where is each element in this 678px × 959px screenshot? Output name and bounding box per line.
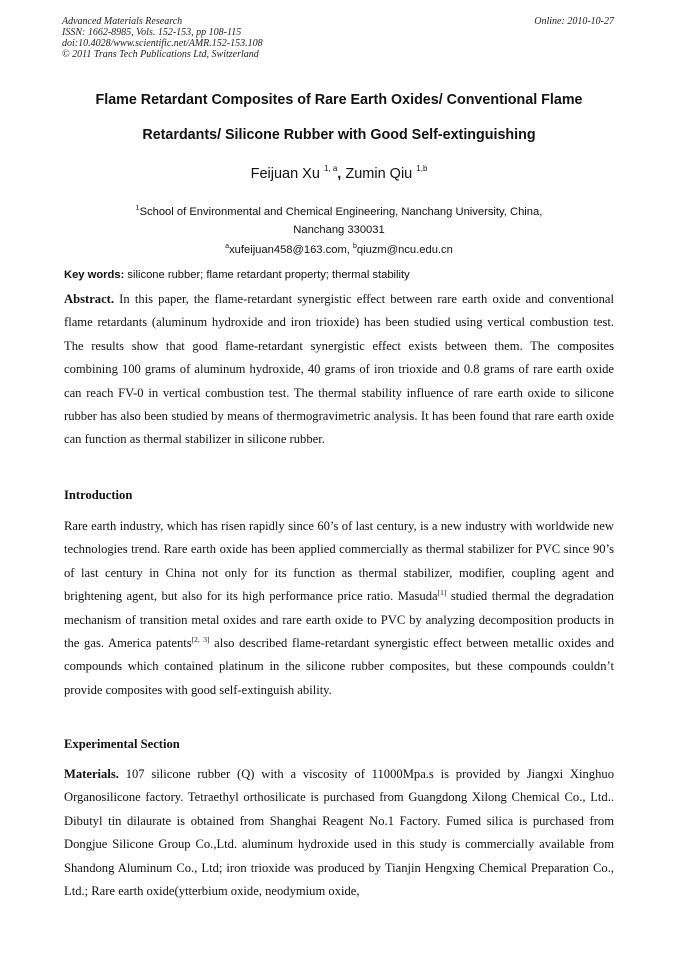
author-2-affil: 1,b [416, 164, 428, 173]
citation-2-3[interactable]: [2, 3] [191, 635, 210, 645]
materials-paragraph [64, 763, 614, 903]
abstract-label: Abstract. [64, 292, 115, 306]
affiliation-line-1: School of Environmental and Chemical Engineering, Nanchang University, China, [139, 206, 543, 218]
introduction-paragraph [64, 515, 614, 702]
abstract-text: In this paper, the flame-retardant synergistic effect between rare earth oxide and conventional flame retardants (aluminum hydroxide and iron trioxide) has been studied using vertical combustion test. The results show that good flame-retardant synergistic effect exists between them. The composites combining 100 grams of aluminum hydroxide, 40 grams of iron trioxide and 0.8 grams of rare earth oxide can reach FV-0 in vertical combustion test. The thermal stability influence of rare earth oxide to silicone rubber has also been studied by means of thermogravimetric analysis. It has been found that rare earth oxide can function as thermal stabilizer in silicone rubber. [64, 292, 614, 447]
intro-text-1: Rare earth industry, which has risen rapidly since 60’s of last century, is a new industry with worldwide new technologies trend. Rare earth oxide has been applied commercially as thermal stabilizer for PVC since 90’s of last century in China not only for its function as thermal stabilizer, modifier, coupling agent and brightening agent, but also for its high performance price ratio. Masuda [64, 519, 614, 604]
affiliation-line-2: Nanchang 330031 [293, 224, 385, 236]
abstract [64, 288, 614, 452]
copyright-line: © 2011 Trans Tech Publications Ltd, Switzerland [62, 49, 259, 60]
doi-link[interactable]: doi:10.4028/www.scientific.net/AMR.152-153.108 [62, 38, 263, 49]
journal-name: Advanced Materials Research [62, 16, 183, 27]
email-a[interactable]: xufeijuan458@163.com, [229, 244, 350, 256]
author-2: Zumin Qiu [345, 166, 413, 182]
paper-title-line-1: Flame Retardant Composites of Rare Earth Oxides/ Conventional Flame [95, 92, 583, 108]
author-1-affil: 1, a [323, 164, 338, 173]
keywords-text: silicone rubber; flame retardant property; thermal stability [127, 269, 410, 281]
author-separator: , [337, 166, 342, 182]
journal-header [62, 16, 263, 60]
author-emails [60, 244, 618, 256]
email-b[interactable]: qiuzm@ncu.edu.cn [356, 244, 453, 256]
author-1: Feijuan Xu [250, 166, 320, 182]
intro-text-3: also described flame-retardant synergistic effect between metallic oxides and compounds which contained platinum in the silicone rubber composites, but these compounds couldn’t provide composites with good self-extinguish ability. [64, 636, 614, 697]
intro-text-2: studied thermal the degradation mechanism of transition metal oxides and rare earth oxide to PVC by analyzing decomposition products in the gas. America patents [64, 589, 614, 651]
affiliation-marker: 1 [135, 205, 140, 212]
materials-text: 107 silicone rubber (Q) with a viscosity of 11000Mpa.s is provided by Jiangxi Xinghuo Organosilicone factory. Tetraethyl orthosilicate is purchased from Guangdong Xilong Chemical Co., Ltd.. Dibutyl tin dilaurate is obtained from Shanghai Reagent No.1 Factory. Fumed silica is purchased from Dongjue Silicone Group Co.,Ltd. aluminum hydroxide used in this study is commercially available from Shandong Aluminum Co., Ltd; iron trioxide was produced by Tianjin Hengxing Chemical Preparation Co., Ltd.; Rare earth oxide(ytterbium oxide, neodymium oxide, [64, 767, 614, 899]
email-a-marker: a [225, 243, 230, 250]
introduction-heading: Introduction [64, 488, 133, 502]
issn-line: ISSN: 1662-8985, Vols. 152-153, pp 108-115 [62, 27, 242, 38]
citation-1[interactable]: [1] [437, 588, 447, 598]
experimental-heading: Experimental Section [64, 737, 180, 751]
author-list [40, 166, 638, 182]
materials-label: Materials. [64, 767, 119, 781]
keywords [64, 269, 616, 281]
online-date: Online: 2010-10-27 [534, 16, 614, 27]
paper-title-line-2: Retardants/ Silicone Rubber with Good Self-extinguishing [142, 127, 536, 143]
keywords-label: Key words: [64, 269, 125, 281]
email-b-marker: b [353, 243, 357, 250]
affiliation [60, 203, 618, 239]
